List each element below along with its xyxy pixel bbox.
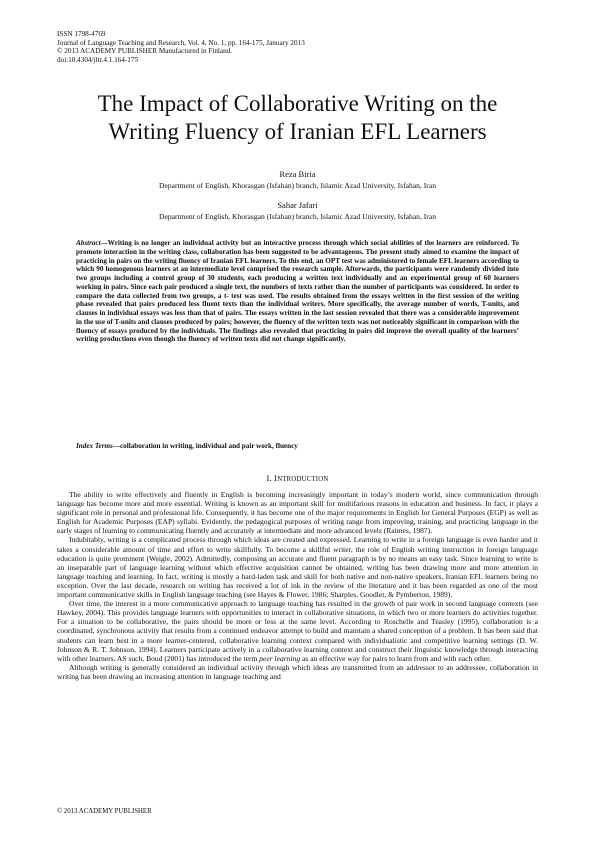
abstract-text: —Writing is no longer an individual activity but an interactive process through which social abilities of the learners are reinforced. To promote interaction in the writing class, collaboration has been suggested to be advantageous. The present study aimed to examine the impact of practicing in pairs on the writing fluency of Iranian EFL learners. To this end, an OPT test was administered to female EFL learners according to which 90 homogenous learners at an intermediate level comprised the research sample. Afterwards, the participants were randomly divided into two groups including a control group of 30 students, each producing a written text individually and an experimental group of 60 learners working in pairs. Since each pair produced a single text, the numbers of texts rather than the number of participants was considered. In order to compare the data collected from two groups, a t- test was used. The results obtained from the essays written in the first session of the writing phase revealed that pairs produced less fluent texts than the individual writers. More specifically, the average number of words, T-units, and clauses in individual essays was less than that of pairs. The essays written in the last session revealed that there was a considerable improvement in the use of T-units and clauses produced by pairs; however, the fluency of the written texts was not noticeably significant in comparison with the fluency of essays produced by the individuals. The findings also revealed that practicing in pairs did improve the overall quality of the learners’ writing productions even though the fluency of written texts did not change significantly.: [76, 239, 519, 344]
body-text: [57, 490, 538, 681]
index-terms-label: Index Terms: [76, 442, 113, 450]
author-affiliation-1: Department of English, Khorasgan (Isfahan) branch, Islamic Azad University, Isfahan, Iran: [158, 181, 436, 190]
doi: doi:10.4304/jltr.4.1.164-175: [57, 55, 139, 64]
paper-title: [40, 90, 555, 146]
paragraph-3-part-a: Over time, the interest in a more communicative approach to language teaching has resulted in the growth of pair work in second language contexts (see Hawkey, 2004). This provides language learners with opportunities to interact in collaborative situations, in which two or more learners do activities together. For a situation to be collaborative, the pairs should be more or less at the same level. According to Roschelle and Teasley (1995), collaboration is a coordinated, synchronous activity that results from a continued endeavor attempt to build and maintain a shared conception of a problem. It has been said that students can learn best in a more learner-centered, collaborative learning context compared with individualistic and competitive learning settings (D. W. Johnson & R. T. Johnson, 1994). Learners participate actively in a collaborative learning context and construct their linguistic knowledge through interacting with other learners. AS such, Boud (2001) has introduced the term: [57, 599, 538, 663]
author-affiliation-2: Department of English, Khorasgan (Isfahan) branch, Islamic Azad University, Isfahan, Iran: [158, 212, 436, 221]
paragraph-3: [57, 599, 538, 663]
section-number: I. I: [266, 473, 278, 483]
author-name-2: Sahar Jafari: [277, 200, 318, 210]
copyright-line: © 2013 ACADEMY PUBLISHER Manufactured in Finland.: [57, 47, 233, 56]
author-name-1: Reza Biria: [279, 169, 316, 179]
paragraph-1: The ability to write effectively and fluently in English is becoming increasingly important in today’s modern world, since communication through language has become more and more essential. Writing is known as an important skill for multifarious reasons in education and business. In fact, it plays a significant role in personal and professional life. Consequently, it has become one of the major requirements in English for General Purposes (EGP) as well as English for Academic Purposes (EAP) syllabi. Evidently, the pedagogical purposes of writing range from improving, training, and practicing language in the early stages of learning to communicating fluently and accurately at intermediate and more advanced levels (Raimes, 1987).: [57, 490, 538, 536]
title-line-1: The Impact of Collaborative Writing on the: [97, 91, 498, 116]
journal-header: [57, 30, 305, 64]
section-heading: [40, 473, 555, 483]
index-terms: [76, 442, 519, 451]
abstract: [76, 239, 519, 344]
abstract-label: Abstract: [76, 239, 101, 247]
issn: ISSN 1798-4769: [57, 30, 106, 38]
page-footer: © 2013 ACADEMY PUBLISHER: [57, 808, 152, 815]
index-terms-text: —collaboration in writing, individual and pair work, fluency: [112, 442, 298, 450]
section-title: NTRODUCTION: [277, 476, 329, 483]
paragraph-4: Although writing is generally considered an individual activity through which ideas are transmitted from an addressor to an addressee, collaboration in writing has been drawing an increasing attention in language teaching and: [57, 662, 538, 681]
peer-learning-term: peer learning: [259, 653, 301, 663]
paragraph-3-part-b: as an effective way for pairs to learn from and with each other.: [300, 653, 492, 663]
title-line-2: Writing Fluency of Iranian EFL Learners: [108, 119, 487, 144]
journal-citation: Journal of Language Teaching and Research, Vol. 4, No. 1, pp. 164-175, January 2013: [57, 38, 305, 47]
paragraph-2: Indubitably, writing is a complicated process through which ideas are created and expressed. Learning to write in a foreign language is even harder and it takes a considerable amount of time and effort to write skillfully. To become a skillful writer, the role of English writing instruction in foreign language education is quite prominent (Weigle, 2002). Admittedly, composing an accurate and fluent paragraph is by no means an easy task. Since learning to write is an inseparable part of language learning without which effective acquisition cannot be obtained, writing has been drawing more and more attention in language teaching and learning. In fact, writing is mostly a hard-laden task and skill for both native and non-native speakers, Iranian EFL learners being no exception. Over the last decade, research on writing has received a lot of ink in the review of the literature and it has been regarded as one of the most important communicative skills in English language teaching (see Hayes & Flower, 1986; Sharples, Goodlet, & Pymberton, 1989).: [57, 535, 538, 600]
